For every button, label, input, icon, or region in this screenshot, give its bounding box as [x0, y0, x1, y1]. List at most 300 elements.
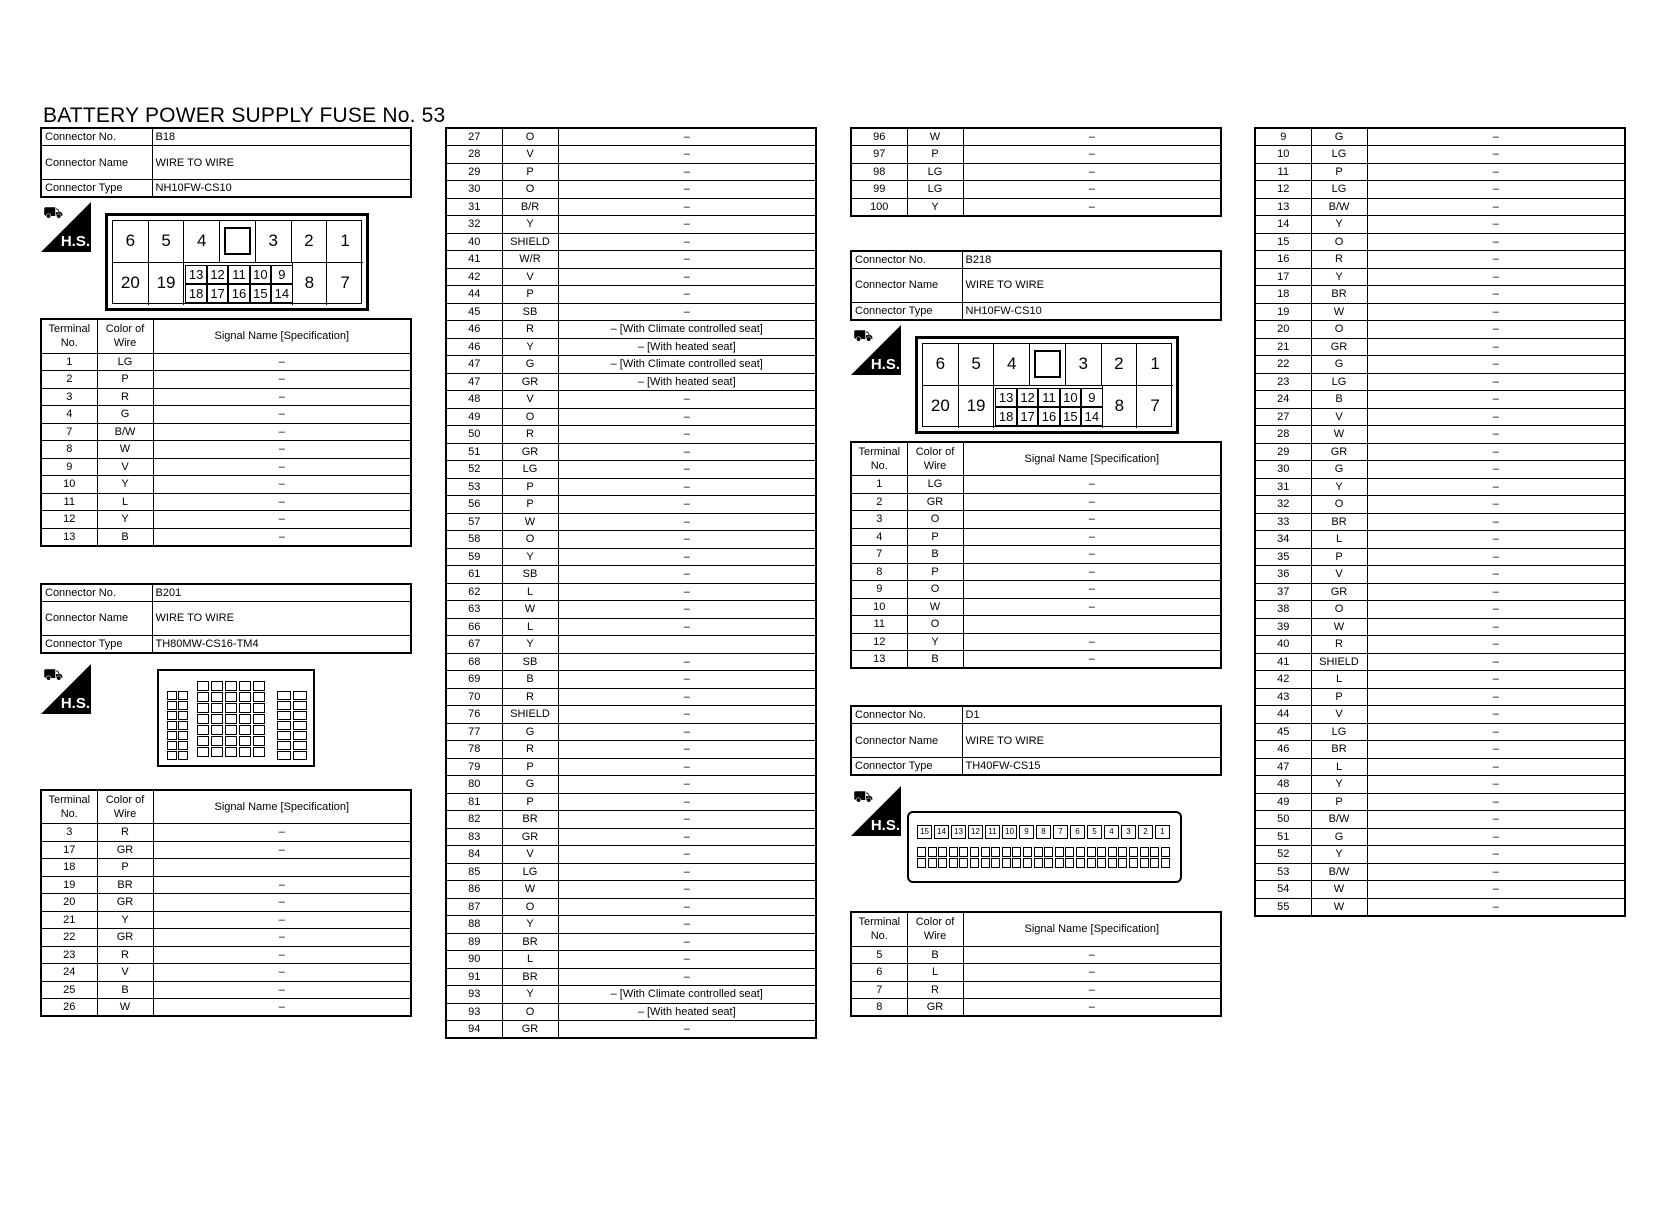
table-row — [41, 511, 411, 529]
table-row — [446, 478, 816, 496]
table-row — [851, 511, 1221, 529]
terminal-cavity — [1034, 847, 1043, 857]
terminal-cavity — [1097, 847, 1106, 857]
terminal-cell: 15 — [1255, 233, 1311, 251]
signal-cell: – [With heated seat] — [558, 338, 816, 356]
terminal-cell: 29 — [446, 163, 502, 181]
table-row — [1255, 198, 1625, 216]
terminal-cavity — [1076, 847, 1085, 857]
terminal-cavity — [167, 701, 177, 710]
terminal-cavity — [1150, 847, 1159, 857]
column-4 — [1254, 127, 1626, 917]
color-cell: G — [502, 356, 558, 374]
signal-cell: – — [558, 688, 816, 706]
column-3 — [850, 127, 1222, 1017]
hs-label: H.S. — [870, 817, 900, 834]
signal-cell: – — [558, 1021, 816, 1039]
terminal-cavity — [293, 751, 307, 760]
table-row — [1255, 478, 1625, 496]
harness-side-icon: ⛟ H.S. — [41, 664, 91, 714]
terminal-cell: 76 — [446, 706, 502, 724]
terminal-cell: 100 — [851, 198, 907, 216]
terminal-cell: 35 — [1255, 548, 1311, 566]
table-row — [446, 268, 816, 286]
terminal-cell: 33 — [1255, 513, 1311, 531]
terminal-cell: 51 — [446, 443, 502, 461]
color-cell: O — [502, 531, 558, 549]
color-cell: Y — [1311, 776, 1367, 794]
color-cell: L — [97, 493, 153, 511]
terminal-cavity — [253, 681, 265, 691]
signal-cell: – — [1367, 268, 1625, 286]
table-row — [1255, 758, 1625, 776]
signal-header: Signal Name [Specification] — [963, 912, 1221, 946]
hs-label: H.S. — [60, 233, 90, 250]
terminal-cavity — [225, 714, 237, 724]
table-row — [1255, 846, 1625, 864]
signal-cell: – — [1367, 216, 1625, 234]
signal-cell: – — [153, 528, 411, 546]
terminal-cell: 68 — [446, 653, 502, 671]
signal-cell: – — [963, 528, 1221, 546]
color-cell: G — [1311, 128, 1367, 146]
table-row — [446, 163, 816, 181]
connector-no-label: Connector No. — [41, 584, 152, 602]
table-row — [446, 846, 816, 864]
pin-14: 14 — [271, 284, 292, 303]
connector-type-label: Connector Type — [851, 302, 962, 320]
terminal-cavity — [1140, 858, 1149, 868]
pin-4: 4 — [994, 344, 1030, 386]
color-cell: R — [1311, 251, 1367, 269]
signal-cell: – — [558, 951, 816, 969]
table-row — [1255, 618, 1625, 636]
connector-face — [915, 336, 1179, 434]
table-row — [446, 951, 816, 969]
color-cell: L — [502, 951, 558, 969]
signal-cell — [153, 859, 411, 877]
color-cell: LG — [1311, 181, 1367, 199]
connector-face-diagram — [157, 669, 315, 767]
signal-cell: – — [1367, 338, 1625, 356]
terminal-cell: 97 — [851, 146, 907, 164]
table-row — [41, 388, 411, 406]
color-cell: P — [502, 793, 558, 811]
terminal-cavity — [225, 725, 237, 735]
terminal-cell: 9 — [41, 458, 97, 476]
signal-cell: – [With Climate controlled seat] — [558, 321, 816, 339]
color-cell: GR — [502, 443, 558, 461]
pin-18: 18 — [995, 407, 1016, 426]
table-row — [851, 633, 1221, 651]
color-cell: LG — [502, 863, 558, 881]
terminal-cell: 10 — [41, 476, 97, 494]
terminal-cell: 25 — [41, 981, 97, 999]
color-cell: B — [502, 671, 558, 689]
table-row — [1255, 811, 1625, 829]
terminal-cell: 22 — [41, 929, 97, 947]
signal-cell: – — [1367, 583, 1625, 601]
table-row — [1255, 548, 1625, 566]
terminal-cell: 54 — [1255, 881, 1311, 899]
terminal-cavity — [1023, 847, 1032, 857]
table-row — [446, 338, 816, 356]
terminal-cavity — [239, 725, 251, 735]
table-row — [1255, 653, 1625, 671]
pin-17: 17 — [1017, 407, 1038, 426]
signal-cell: – — [558, 128, 816, 146]
signal-cell: – — [558, 251, 816, 269]
terminal-cell: 53 — [1255, 863, 1311, 881]
terminal-cavity — [239, 703, 251, 713]
terminal-cavity — [178, 731, 188, 740]
terminal-cell: 7 — [851, 981, 907, 999]
signal-cell: – — [963, 981, 1221, 999]
signal-cell: – — [558, 496, 816, 514]
terminal-cavity — [293, 721, 307, 730]
terminal-cavity — [277, 751, 291, 760]
terminal-cavity — [1044, 847, 1053, 857]
column-2 — [445, 127, 817, 1039]
terminal-no-header: Terminal No. — [851, 912, 907, 946]
terminal-cell: 49 — [446, 408, 502, 426]
signal-cell: – — [558, 793, 816, 811]
signal-cell: – — [963, 964, 1221, 982]
pin-19: 19 — [149, 263, 185, 305]
color-cell: O — [907, 511, 963, 529]
color-cell: BR — [502, 968, 558, 986]
color-cell: SHIELD — [502, 706, 558, 724]
terminal-cell: 48 — [1255, 776, 1311, 794]
pin-14: 14 — [934, 825, 949, 839]
terminal-cavity — [277, 731, 291, 740]
table-row — [1255, 251, 1625, 269]
color-cell: BR — [1311, 513, 1367, 531]
terminal-cavity — [211, 725, 223, 735]
connector-type-value: NH10FW-CS10 — [152, 180, 411, 198]
table-row — [41, 353, 411, 371]
connector-name-value: WIRE TO WIRE — [962, 724, 1221, 758]
signal-cell: – — [1367, 601, 1625, 619]
terminal-cell: 48 — [446, 391, 502, 409]
pin-9: 9 — [271, 265, 292, 284]
signal-cell: – — [1367, 688, 1625, 706]
pin-20: 20 — [113, 263, 149, 305]
signal-cell: – — [558, 443, 816, 461]
color-cell: B/W — [1311, 811, 1367, 829]
signal-cell: – — [558, 286, 816, 304]
terminal-cavity — [197, 714, 209, 724]
table-row — [1255, 688, 1625, 706]
pin-7: 7 — [1053, 825, 1068, 839]
color-cell: SB — [502, 653, 558, 671]
color-cell: B — [907, 546, 963, 564]
terminal-cell: 11 — [41, 493, 97, 511]
color-cell: V — [97, 964, 153, 982]
pin-10: 10 — [1002, 825, 1017, 839]
terminal-cavity — [178, 751, 188, 760]
color-cell: O — [502, 1003, 558, 1021]
table-row — [1255, 356, 1625, 374]
signal-cell: – — [963, 493, 1221, 511]
table-row — [446, 671, 816, 689]
table-row — [446, 373, 816, 391]
signal-cell: – — [1367, 636, 1625, 654]
signal-cell: – — [1367, 618, 1625, 636]
connector-face-b18 — [40, 198, 412, 318]
terminal-cavity — [293, 701, 307, 710]
table-row — [1255, 338, 1625, 356]
color-cell: B — [97, 981, 153, 999]
signal-cell: – — [153, 946, 411, 964]
color-cell: R — [907, 981, 963, 999]
table-row — [446, 408, 816, 426]
terminal-cavity — [1108, 858, 1117, 868]
table-row — [41, 981, 411, 999]
color-cell: LG — [907, 181, 963, 199]
color-cell: L — [907, 964, 963, 982]
terminal-cell: 36 — [1255, 566, 1311, 584]
signal-cell: – — [963, 651, 1221, 669]
color-cell: LG — [907, 163, 963, 181]
signal-cell: – — [1367, 706, 1625, 724]
connector-key-slot — [1034, 350, 1061, 378]
color-cell: W — [502, 513, 558, 531]
color-cell: Y — [1311, 846, 1367, 864]
table-row — [41, 911, 411, 929]
terminal-cavity — [293, 711, 307, 720]
connector-type-label: Connector Type — [41, 635, 152, 653]
connector-type-value: NH10FW-CS10 — [962, 302, 1221, 320]
pin-12: 12 — [207, 265, 228, 284]
terminal-cavity — [253, 703, 265, 713]
terminal-cell: 9 — [1255, 128, 1311, 146]
terminal-cell: 39 — [1255, 618, 1311, 636]
signal-cell: – — [1367, 828, 1625, 846]
signal-cell: – — [963, 598, 1221, 616]
table-row — [446, 618, 816, 636]
color-cell: O — [1311, 601, 1367, 619]
color-cell: LG — [1311, 723, 1367, 741]
signal-cell: – — [153, 423, 411, 441]
terminal-cell: 69 — [446, 671, 502, 689]
pin-6: 6 — [113, 221, 149, 263]
terminal-cavity — [959, 858, 968, 868]
color-cell: W — [502, 881, 558, 899]
signal-cell: – — [558, 776, 816, 794]
table-row — [851, 651, 1221, 669]
table-row — [41, 423, 411, 441]
table-row — [446, 146, 816, 164]
terminal-cell: 28 — [446, 146, 502, 164]
terminal-cavity — [1097, 858, 1106, 868]
color-cell: L — [1311, 531, 1367, 549]
terminal-cavity — [197, 725, 209, 735]
color-cell: V — [502, 268, 558, 286]
terminal-cavity — [225, 736, 237, 746]
color-cell: W — [1311, 618, 1367, 636]
color-cell: P — [502, 286, 558, 304]
table-row — [1255, 706, 1625, 724]
terminal-cell: 17 — [41, 841, 97, 859]
connector-face-diagram — [907, 811, 1182, 883]
terminal-cell: 30 — [1255, 461, 1311, 479]
signal-cell: – — [1367, 741, 1625, 759]
pin-8: 8 — [1102, 386, 1138, 428]
color-cell: BR — [502, 811, 558, 829]
color-cell: G — [1311, 356, 1367, 374]
table-row — [446, 916, 816, 934]
terminal-cavity — [277, 741, 291, 750]
color-cell: P — [907, 146, 963, 164]
table-row — [446, 513, 816, 531]
terminal-cell: 84 — [446, 846, 502, 864]
table-row — [446, 776, 816, 794]
terminal-cell: 9 — [851, 581, 907, 599]
terminal-cavity — [938, 847, 947, 857]
terminal-cell: 86 — [446, 881, 502, 899]
pin-10: 10 — [1060, 388, 1081, 407]
table-row — [1255, 828, 1625, 846]
table-row — [446, 653, 816, 671]
terminal-cavity — [293, 741, 307, 750]
terminal-cell: 40 — [1255, 636, 1311, 654]
terminal-cavity — [1012, 858, 1021, 868]
table-row — [1255, 303, 1625, 321]
signal-cell: – — [1367, 846, 1625, 864]
pin-6: 6 — [923, 344, 959, 386]
terminal-cell: 6 — [851, 964, 907, 982]
terminal-cavity — [949, 847, 958, 857]
color-cell: O — [907, 581, 963, 599]
terminal-cell: 83 — [446, 828, 502, 846]
color-cell: R — [97, 946, 153, 964]
color-cell: Y — [97, 476, 153, 494]
signal-cell: – — [558, 671, 816, 689]
color-cell: R — [502, 321, 558, 339]
table-row — [446, 811, 816, 829]
signal-cell: – — [1367, 793, 1625, 811]
table-row — [446, 741, 816, 759]
terminal-no-header: Terminal No. — [41, 319, 97, 353]
signal-cell — [558, 636, 816, 654]
signal-cell: – — [963, 581, 1221, 599]
terminal-cavity — [167, 751, 177, 760]
connector-name-label: Connector Name — [851, 268, 962, 302]
color-cell: P — [907, 563, 963, 581]
terminal-table-b218 — [850, 441, 1222, 670]
terminal-cell: 55 — [1255, 898, 1311, 916]
table-row — [41, 859, 411, 877]
table-row — [446, 706, 816, 724]
color-cell: B — [907, 651, 963, 669]
terminal-cell: 20 — [41, 894, 97, 912]
signal-cell: – — [963, 198, 1221, 216]
signal-cell: – — [558, 233, 816, 251]
terminal-cavity — [1118, 858, 1127, 868]
color-cell: R — [97, 824, 153, 842]
color-cell: W — [1311, 881, 1367, 899]
terminal-cell: 46 — [446, 321, 502, 339]
connector-name-label: Connector Name — [41, 601, 152, 635]
table-row — [1255, 881, 1625, 899]
signal-cell: – — [963, 999, 1221, 1017]
terminal-cell: 94 — [446, 1021, 502, 1039]
signal-cell: – — [558, 198, 816, 216]
terminal-cell: 23 — [1255, 373, 1311, 391]
terminal-cell: 88 — [446, 916, 502, 934]
color-cell: GR — [97, 841, 153, 859]
color-cell: G — [1311, 461, 1367, 479]
terminal-cavity — [1150, 858, 1159, 868]
terminal-no-header: Terminal No. — [41, 790, 97, 824]
table-row — [1255, 583, 1625, 601]
terminal-cavity — [178, 701, 188, 710]
terminal-cell: 13 — [41, 528, 97, 546]
table-row — [446, 566, 816, 584]
terminal-cavity — [1118, 847, 1127, 857]
terminal-cell: 47 — [1255, 758, 1311, 776]
signal-cell: – — [558, 601, 816, 619]
color-header: Color of Wire — [907, 912, 963, 946]
color-cell: GR — [1311, 338, 1367, 356]
terminal-cell: 5 — [851, 946, 907, 964]
connector-name-value: WIRE TO WIRE — [962, 268, 1221, 302]
table-row — [446, 688, 816, 706]
terminal-cavity — [178, 721, 188, 730]
color-cell: B/W — [1311, 198, 1367, 216]
terminal-cavity — [197, 747, 209, 757]
terminal-cavity — [1087, 847, 1096, 857]
table-row — [1255, 268, 1625, 286]
table-row — [1255, 793, 1625, 811]
connector-name-value: WIRE TO WIRE — [152, 601, 411, 635]
terminal-cell: 31 — [446, 198, 502, 216]
terminal-cell: 1 — [41, 353, 97, 371]
color-cell: O — [1311, 321, 1367, 339]
pin-17: 17 — [207, 284, 228, 303]
signal-cell: – — [153, 371, 411, 389]
table-row — [446, 758, 816, 776]
pin-10: 10 — [250, 265, 271, 284]
terminal-cavity — [1065, 858, 1074, 868]
table-row — [41, 876, 411, 894]
color-header: Color of Wire — [907, 442, 963, 476]
color-cell: GR — [1311, 583, 1367, 601]
terminal-cavity — [1076, 858, 1085, 868]
page-title: BATTERY POWER SUPPLY FUSE No. 53 — [43, 104, 446, 127]
signal-cell: – — [1367, 198, 1625, 216]
signal-cell: – — [1367, 391, 1625, 409]
signal-cell: – — [558, 811, 816, 829]
color-cell: O — [1311, 233, 1367, 251]
signal-cell: – — [153, 981, 411, 999]
color-cell: Y — [907, 633, 963, 651]
color-cell: L — [502, 618, 558, 636]
color-cell: R — [1311, 636, 1367, 654]
terminal-cell: 19 — [1255, 303, 1311, 321]
color-cell: B — [97, 528, 153, 546]
terminal-cell: 3 — [851, 511, 907, 529]
terminal-cavity — [253, 692, 265, 702]
pin-15: 15 — [917, 825, 932, 839]
terminal-cavity — [239, 736, 251, 746]
color-cell: R — [502, 688, 558, 706]
terminal-cell: 80 — [446, 776, 502, 794]
table-row — [1255, 443, 1625, 461]
signal-cell: – — [963, 181, 1221, 199]
terminal-no-header: Terminal No. — [851, 442, 907, 476]
